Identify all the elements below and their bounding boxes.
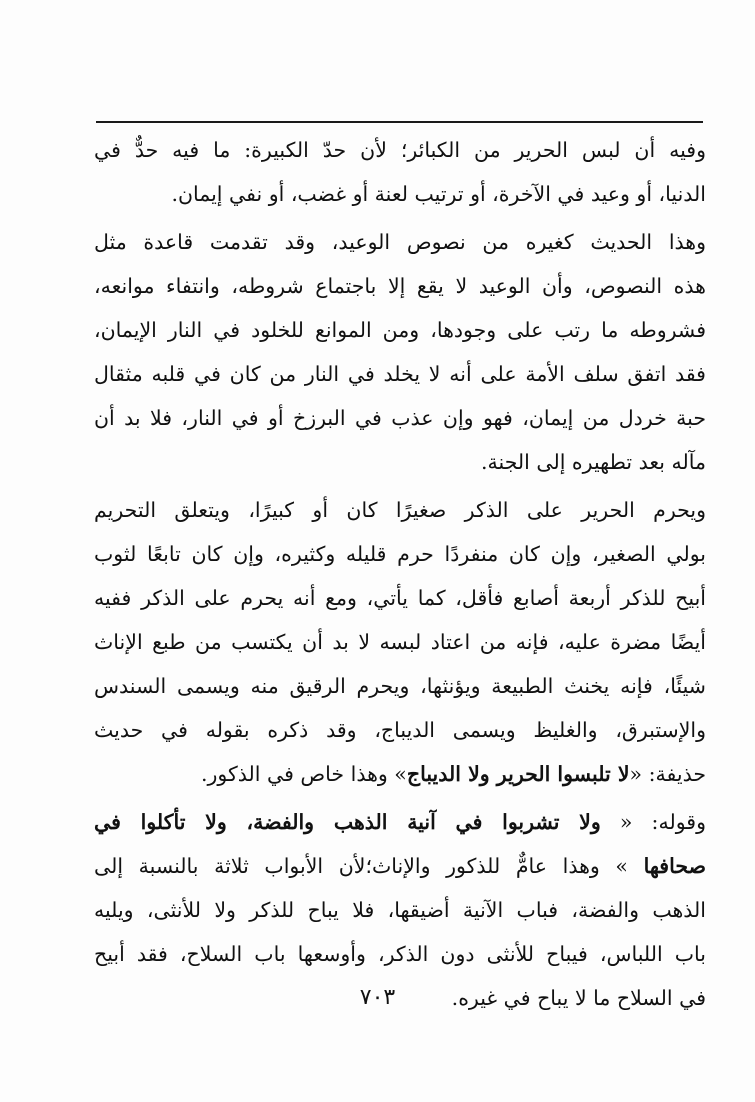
text-line: وهذا الحديث كغيره من نصوص الوعيد، وقد تقدمت قاعدة مثل [94, 230, 706, 254]
text-line: في السلاح ما لا يباح في غيره. [451, 986, 706, 1010]
text-line: أبيح للذكر أربعة أصابع فأقل، كما يأتي، ومع أنه يحرم على الذكر ففيه [94, 586, 706, 610]
text-line: مآله بعد تطهيره إلى الجنة. [481, 450, 706, 474]
top-rule [96, 121, 703, 123]
hadith-quote-bold: لا تلبسوا الحرير ولا الديباج [406, 762, 630, 786]
text-segment: » وهذا خاص في الذكور. [201, 762, 407, 786]
text-line [94, 752, 706, 796]
text-line: وفيه أن لبس الحرير من الكبائر؛ لأن حدّ الكبيرة: ما فيه حدٌّ في [94, 138, 706, 162]
hadith-quote-bold: ولا تشربوا في آنية الذهب والفضة، ولا تأكلوا في [94, 810, 601, 834]
text-line: هذه النصوص، وأن الوعيد لا يقع إلا باجتماع شروطه، وانتفاء موانعه، [94, 274, 706, 298]
text-block [94, 128, 706, 1020]
text-segment: » وهذا عامٌّ للذكور والإناث؛لأن الأبواب ثلاثة بالنسبة إلى [94, 854, 644, 878]
text-line: فشروطه ما رتب على وجودها، ومن الموانع للخلود في النار الإيمان، [94, 318, 706, 342]
text-line [94, 844, 706, 888]
text-line: الدنيا، أو وعيد في الآخرة، أو ترتيب لعنة أو غضب، أو نفي إيمان. [171, 182, 706, 206]
text-line: والإستبرق، والغليظ ويسمى الديباج، وقد ذكره بقوله في حديث [94, 718, 706, 742]
text-line: شيئًا، فإنه يخنث الطبيعة ويؤنثها، ويحرم الرقيق منه ويسمى السندس [94, 674, 706, 698]
text-line: بولي الصغير، وإن كان منفردًا حرم قليله وكثيره، وإن كان تابعًا لثوب [94, 542, 706, 566]
hadith-quote-bold: صحافها [643, 854, 706, 878]
text-line [94, 800, 706, 844]
text-line: باب اللباس، فيباح للأنثى دون الذكر، وأوسعها باب السلاح، فقد أبيح [94, 942, 706, 966]
page-number: ٧٠٣ [359, 985, 396, 1010]
text-line: الذهب والفضة، فباب الآنية أضيقها، فلا يباح للذكر ولا للأنثى، ويليه [94, 898, 706, 922]
text-line: حبة خردل من إيمان، فهو وإن عذب في البرزخ أو في النار، فلا بد أن [94, 406, 706, 430]
text-line: فقد اتفق سلف الأمة على أنه لا يخلد في النار من كان في قلبه مثقال [94, 362, 706, 386]
text-segment: وقوله: « [600, 810, 706, 834]
text-segment: حذيفة: « [629, 762, 706, 786]
text-line: أيضًا مضرة عليه، فإنه من اعتاد لبسه لا بد أن يكتسب من طبع الإناث [94, 630, 706, 654]
text-line: ويحرم الحرير على الذكر صغيرًا كان أو كبيرًا، ويتعلق التحريم [94, 498, 706, 522]
